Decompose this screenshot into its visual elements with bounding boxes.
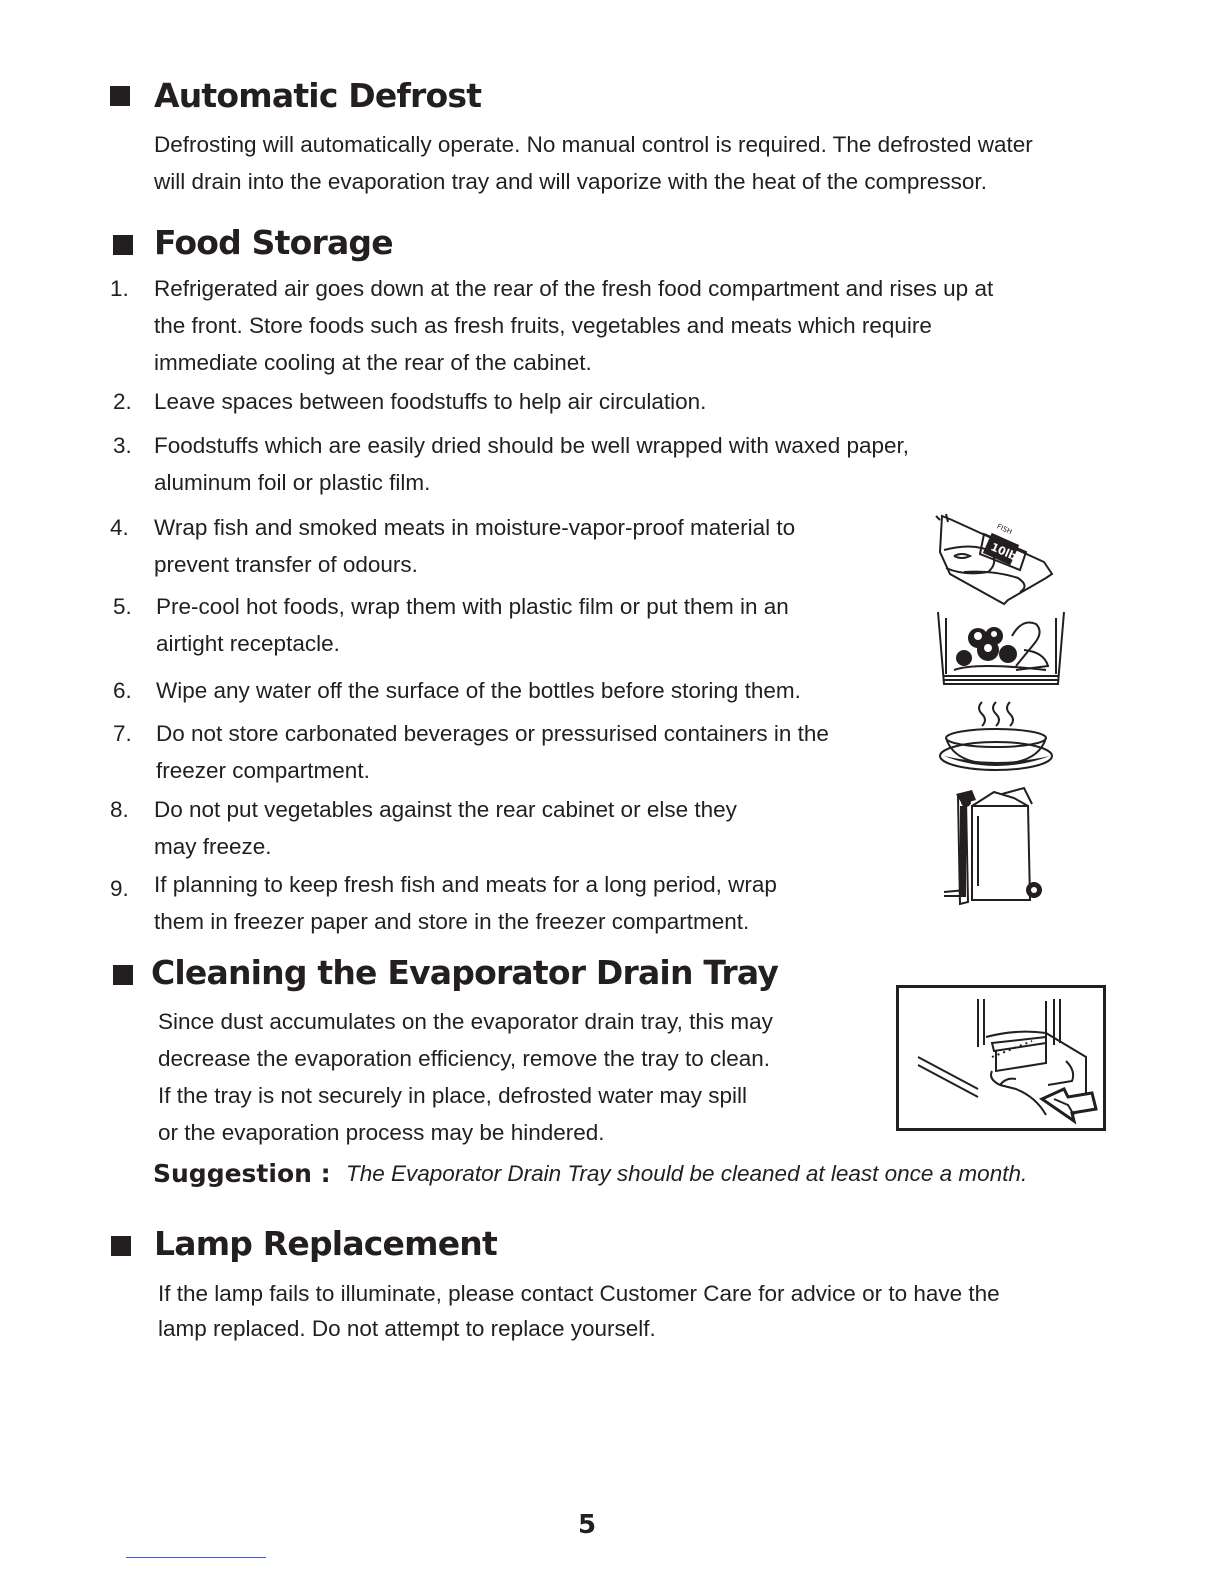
drain-tray-text-line: If the tray is not securely in place, defrosted water may spill <box>158 1083 748 1108</box>
section-bullet-icon <box>111 1236 131 1256</box>
list-item-number: 7. <box>113 721 132 746</box>
list-item-line: Wrap fish and smoked meats in moisture-vapor-proof material to <box>154 515 796 540</box>
footer-divider <box>126 1557 266 1558</box>
heading-cleaning-drain-tray: Cleaning the Evaporator Drain Tray <box>151 953 779 992</box>
list-item-number: 6. <box>113 678 132 703</box>
list-item-line: Do not store carbonated beverages or pressurised containers in the <box>156 721 829 746</box>
list-item-line: Do not put vegetables against the rear cabinet or else they <box>154 797 737 822</box>
fish-package-sublabel: FISH <box>995 522 1014 537</box>
list-item-line: the front. Store foods such as fresh fruits, vegetables and meats which require <box>154 313 932 338</box>
section-bullet-icon <box>110 86 130 106</box>
lamp-text-line: If the lamp fails to illuminate, please contact Customer Care for advice or to have the <box>158 1281 1000 1306</box>
list-item-line: If planning to keep fresh fish and meats for a long period, wrap <box>154 872 777 897</box>
drain-tray-removal-illustration <box>896 985 1106 1131</box>
section-bullet-icon <box>113 235 133 255</box>
lamp-text-line: lamp replaced. Do not attempt to replace yourself. <box>158 1316 656 1341</box>
list-item-number: 5. <box>113 594 132 619</box>
list-item-line: them in freezer paper and store in the freezer compartment. <box>154 909 750 934</box>
list-item-number: 3. <box>113 433 132 458</box>
list-item-line: Pre-cool hot foods, wrap them with plastic film or put them in an <box>156 594 789 619</box>
heading-automatic-defrost: Automatic Defrost <box>154 76 482 115</box>
hot-food-bowl-illustration <box>938 700 1056 774</box>
wrapped-fish-illustration <box>934 512 1059 608</box>
defrost-text-line: will drain into the evaporation tray and will vaporize with the heat of the compressor. <box>154 169 987 194</box>
list-item-number: 1. <box>110 276 129 301</box>
list-item-number: 9. <box>110 876 129 901</box>
drain-tray-text-line: or the evaporation process may be hindered. <box>158 1120 605 1145</box>
list-item-line: prevent transfer of odours. <box>154 552 418 577</box>
defrost-text-line: Defrosting will automatically operate. No manual control is required. The defrosted water <box>154 132 1033 157</box>
list-item-line: Foodstuffs which are easily dried should be well wrapped with waxed paper, <box>154 433 910 458</box>
page-number: 5 <box>578 1510 597 1540</box>
heading-food-storage: Food Storage <box>154 223 393 262</box>
suggestion-label: Suggestion : <box>153 1159 331 1188</box>
freezer-paper-wrap-illustration <box>942 786 1048 910</box>
list-item-number: 2. <box>113 389 132 414</box>
heading-lamp-replacement: Lamp Replacement <box>154 1224 497 1263</box>
list-item-line: Refrigerated air goes down at the rear of the fresh food compartment and rises up at <box>154 276 994 301</box>
list-item-number: 8. <box>110 797 129 822</box>
list-item-line: immediate cooling at the rear of the cabinet. <box>154 350 592 375</box>
fish-package-label: 10lb <box>988 540 1019 564</box>
list-item-line: may freeze. <box>154 834 272 859</box>
suggestion-text: The Evaporator Drain Tray should be cleaned at least once a month. <box>346 1161 1028 1186</box>
list-item-number: 4. <box>110 515 129 540</box>
drain-tray-text-line: Since dust accumulates on the evaporator drain tray, this may <box>158 1009 773 1034</box>
section-bullet-icon <box>113 965 133 985</box>
drain-tray-text-line: decrease the evaporation efficiency, remove the tray to clean. <box>158 1046 771 1071</box>
fridge-shelf-food-illustration <box>936 610 1066 688</box>
list-item-line: Wipe any water off the surface of the bottles before storing them. <box>156 678 801 703</box>
list-item-line: freezer compartment. <box>156 758 370 783</box>
list-item-line: airtight receptacle. <box>156 631 340 656</box>
list-item-line: Leave spaces between foodstuffs to help air circulation. <box>154 389 707 414</box>
list-item-line: aluminum foil or plastic film. <box>154 470 431 495</box>
